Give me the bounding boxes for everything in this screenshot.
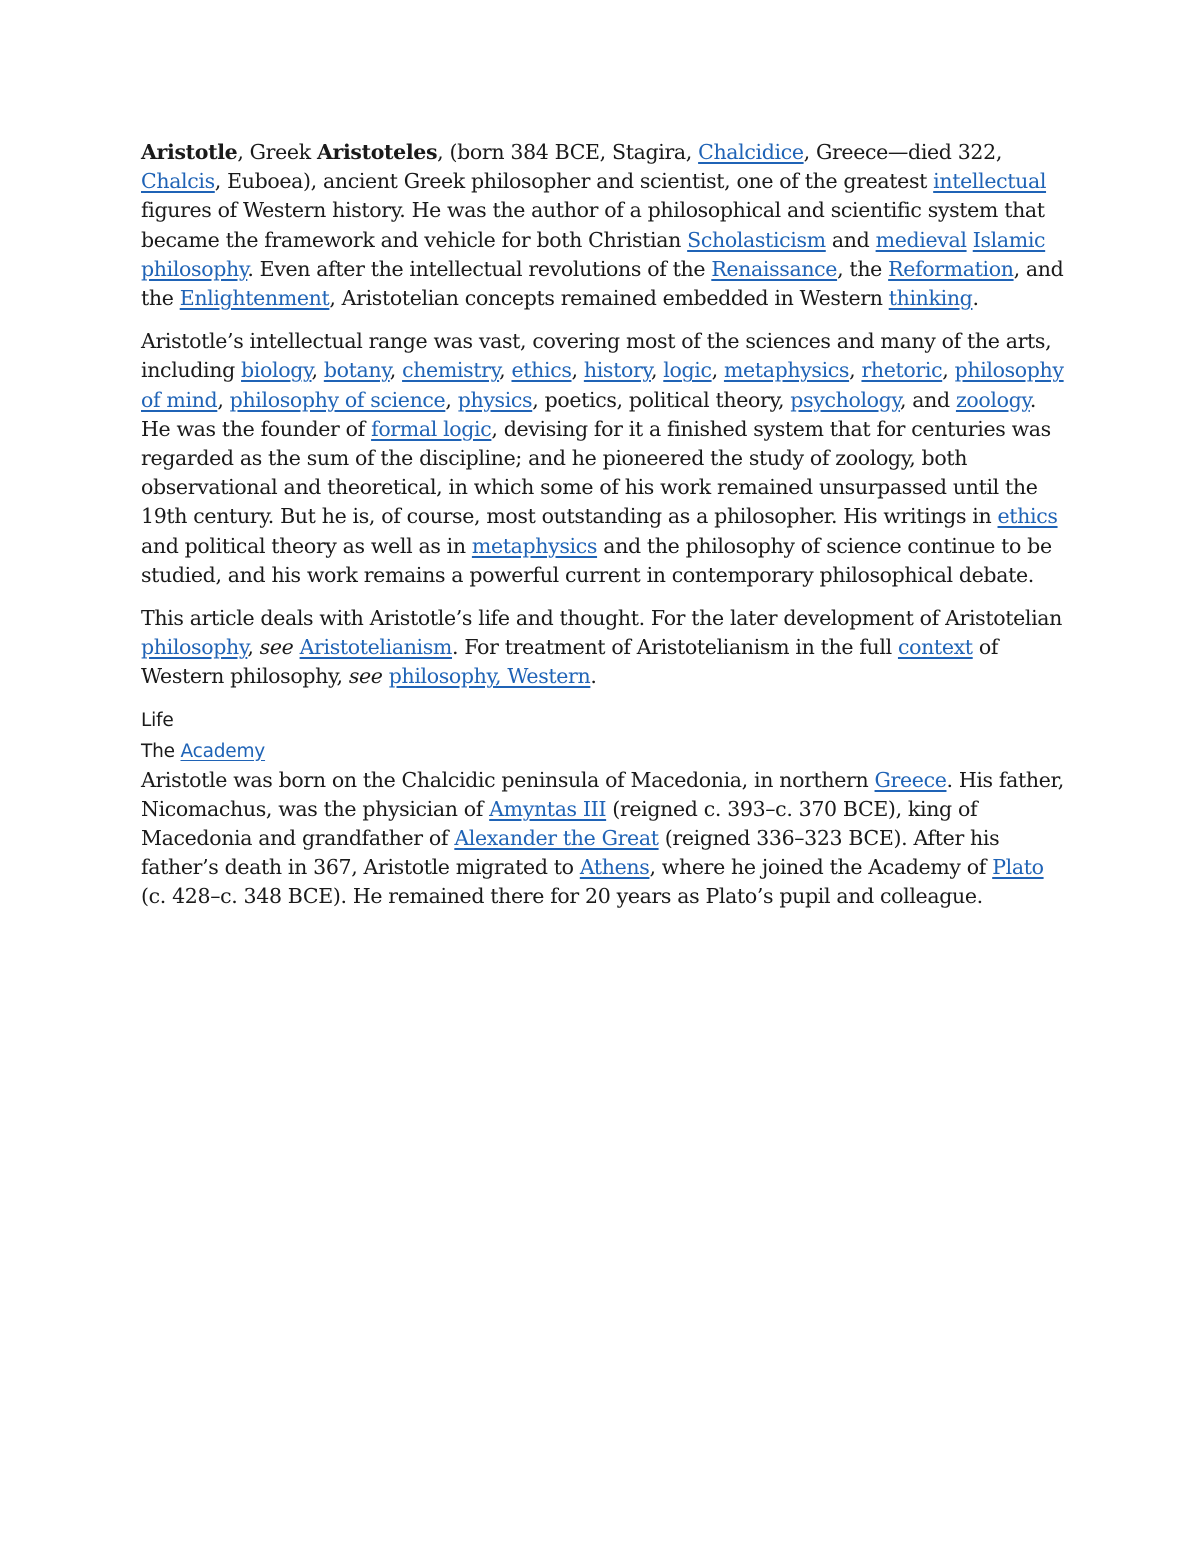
link-philosophy-of-science[interactable]: philosophy of science	[229, 387, 446, 412]
link-history[interactable]: history	[583, 358, 651, 383]
link-logic[interactable]: logic	[663, 358, 712, 383]
section-heading-life: Life	[141, 709, 174, 731]
separator: ,	[389, 358, 403, 383]
text-span: , poetics, political theory,	[532, 387, 791, 412]
link-enlightenment[interactable]: Enlightenment	[179, 286, 330, 311]
link-ethics[interactable]: ethics	[511, 358, 572, 383]
text-span: , (born 384 BCE, Stagira,	[437, 140, 699, 164]
link-biology[interactable]: biology	[241, 358, 312, 383]
link-philosophy-of-mind[interactable]: philosophy of mind	[141, 358, 1064, 412]
text-span: . Even after the intellectual revolutions of the	[247, 256, 712, 281]
link-medieval[interactable]: medieval	[875, 227, 967, 252]
academy-paragraph	[141, 766, 1066, 912]
link-philosophy[interactable]: philosophy	[141, 635, 248, 660]
see-label: see	[259, 635, 294, 660]
link-physics[interactable]: physics	[457, 387, 533, 412]
text-span: , devising for it a finished system that for centuries was regarded as the sum of the discipline; and he pioneered the study of zoology, both observational and theoretical, in which some of his work remained unsurpassed until the 19th century. But he is, of course, most outstanding as a philosopher. His writings in	[141, 416, 1051, 529]
text-span: and the philosophy of science continue to be studied, and his work remains a powerful current in contemporary philosophical debate.	[141, 533, 1052, 587]
separator: ,	[499, 358, 512, 383]
link-ethics-2[interactable]: ethics	[997, 504, 1058, 529]
text-span: , Greek	[237, 140, 317, 164]
link-scholasticism[interactable]: Scholasticism	[687, 227, 826, 252]
text-span: of Western philosophy,	[141, 635, 999, 689]
text-span: (c. 428–c. 348 BCE). He remained there for 20 years as Plato’s pupil and colleague.	[141, 884, 983, 909]
separator: ,	[445, 387, 458, 412]
link-philosophy-western[interactable]: philosophy, Western	[388, 664, 591, 689]
text-span: and	[825, 227, 876, 252]
link-thinking[interactable]: thinking	[888, 286, 973, 311]
text-span: , and	[899, 387, 956, 412]
text-span: . His father, Nicomachus, was the physician of	[141, 767, 1064, 821]
link-chalcidice[interactable]: Chalcidice	[698, 140, 804, 164]
text-span: figures of Western history. He was the author of a philosophical and scientific system that became the framework and vehicle for both Christian	[141, 198, 1045, 252]
greek-name: Aristoteles	[316, 140, 438, 164]
text-span: . For treatment of Aristotelianism in the full	[452, 635, 898, 660]
separator: ,	[711, 358, 724, 383]
link-islamic-philosophy[interactable]: Islamic philosophy	[141, 227, 1046, 281]
link-academy[interactable]: Academy	[180, 740, 266, 762]
subsection-heading-academy	[141, 737, 1066, 766]
separator: ,	[311, 358, 324, 383]
link-formal-logic[interactable]: formal logic	[371, 416, 492, 441]
separator: ,	[650, 358, 664, 383]
link-chemistry[interactable]: chemistry	[402, 358, 500, 383]
text-span: .	[972, 286, 979, 311]
deals-paragraph	[141, 604, 1066, 692]
text-span: ,	[247, 635, 260, 660]
link-greece[interactable]: Greece	[874, 767, 947, 792]
link-psychology[interactable]: psychology	[790, 387, 900, 412]
link-aristotelianism[interactable]: Aristotelianism	[299, 635, 453, 660]
separator: ,	[217, 387, 230, 412]
document-page	[141, 138, 1066, 912]
intro-paragraph	[141, 138, 1066, 313]
text-span: The	[141, 740, 181, 762]
separator: ,	[849, 358, 862, 383]
link-athens[interactable]: Athens	[579, 855, 650, 880]
link-botany[interactable]: botany	[323, 358, 390, 383]
text-span: Aristotle was born on the Chalcidic peninsula of Macedonia, in northern	[141, 767, 875, 792]
link-zoology[interactable]: zoology	[955, 387, 1030, 412]
text-span: , Euboea), ancient Greek philosopher and scientist, one of the greatest	[214, 169, 934, 194]
text-span: , and the	[141, 256, 1064, 311]
text-span: (reigned 336–323 BCE). After his father’s death in 367, Aristotle migrated to	[141, 826, 1000, 880]
separator: ,	[942, 358, 955, 383]
link-intellectual[interactable]: intellectual	[933, 169, 1047, 194]
range-paragraph	[141, 327, 1066, 590]
text-span: .	[590, 664, 597, 689]
link-rhetoric[interactable]: rhetoric	[861, 358, 943, 383]
text-span: . He was the founder of	[141, 387, 1037, 441]
text-span: (reigned c. 393–c. 370 BCE), king of Macedonia and grandfather of	[141, 796, 978, 851]
link-alexander-the-great[interactable]: Alexander the Great	[454, 826, 659, 851]
text-span: , where he joined the Academy of	[649, 855, 993, 880]
separator: ,	[571, 358, 584, 383]
text-span: , Greece—died 322,	[803, 140, 1002, 164]
link-amyntas-iii[interactable]: Amyntas III	[489, 796, 607, 821]
link-plato[interactable]: Plato	[992, 855, 1044, 880]
subject-name: Aristotle	[141, 140, 238, 164]
text-span: This article deals with Aristotle’s life and thought. For the later development of Aristotelian	[141, 606, 1063, 631]
link-chalcis[interactable]: Chalcis	[141, 169, 215, 194]
see-label: see	[348, 664, 383, 689]
link-metaphysics[interactable]: metaphysics	[723, 358, 850, 383]
text-span: , Aristotelian concepts remained embedded in Western	[329, 286, 889, 311]
link-renaissance[interactable]: Renaissance	[711, 256, 838, 281]
link-context[interactable]: context	[897, 635, 973, 660]
text-span: , the	[837, 256, 889, 281]
text-span: Aristotle’s intellectual range was vast, covering most of the sciences and many of the arts, including	[141, 329, 1052, 383]
link-metaphysics-2[interactable]: metaphysics	[471, 533, 598, 558]
link-reformation[interactable]: Reformation	[888, 256, 1014, 281]
text-span: and political theory as well as in	[141, 533, 472, 558]
